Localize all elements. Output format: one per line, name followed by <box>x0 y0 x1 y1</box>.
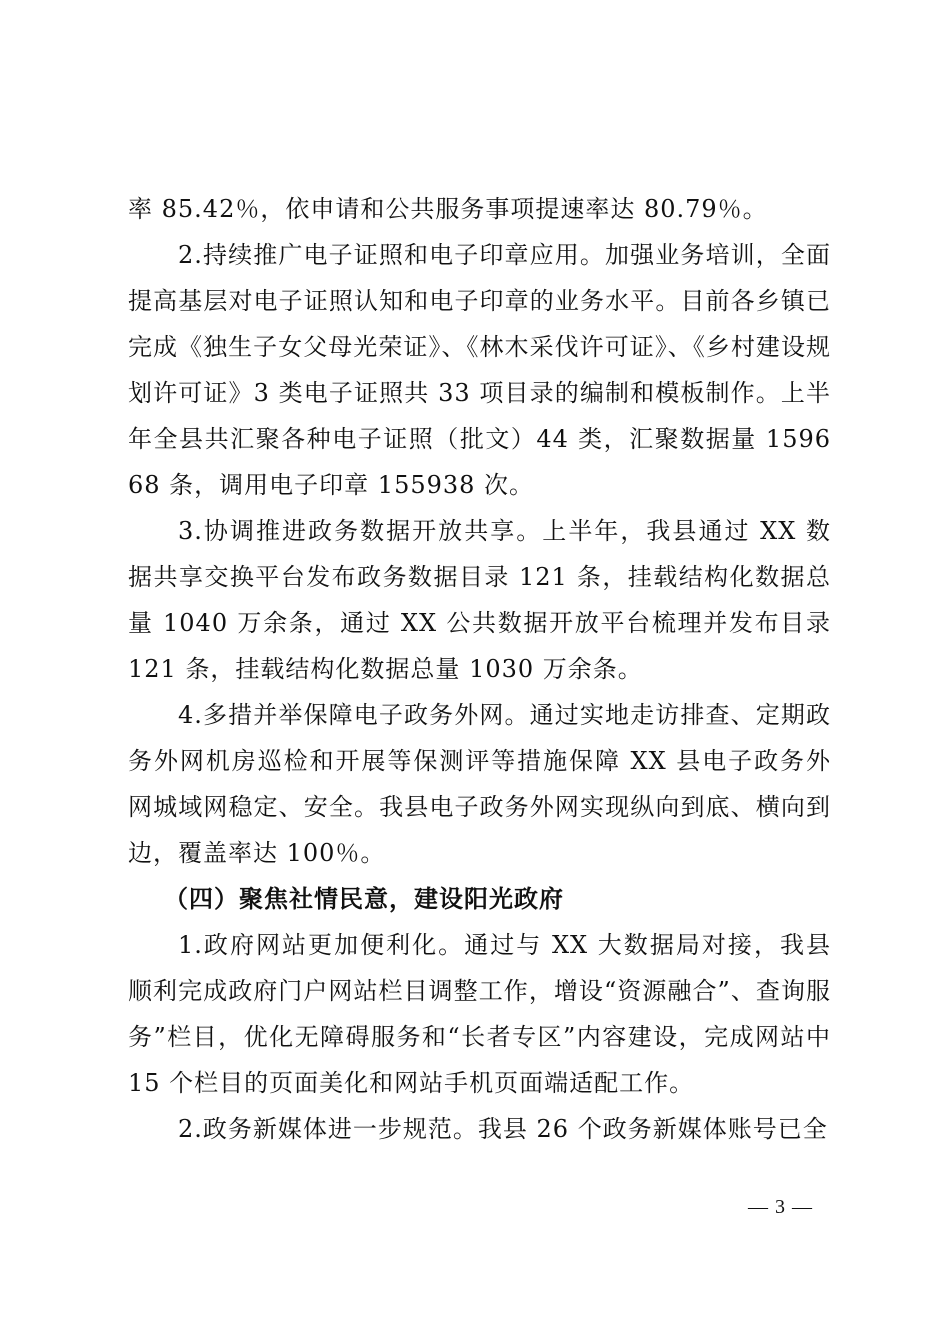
paragraph-continuation: 率 85.42％，依申请和公共服务事项提速率达 80.79％。 <box>128 195 768 223</box>
section-heading: （四）聚焦社情民意，建设阳光政府 <box>164 884 564 913</box>
document-body <box>128 186 831 1152</box>
page-number: — 3 — <box>748 1196 813 1218</box>
paragraph-e-license: 2.持续推广电子证照和电子印章应用。加强业务培训，全面提高基层对电子证照认知和电子印章的业务水平。目前各乡镇已完成《独生子女父母光荣证》、《林木采伐许可证》、《乡村建设规划许可证》3 类电子证照共 33 项目录的编制和模板制作。上半年全县共汇聚各种电子证照（批文）44 类，汇聚数据量 159668 条，调用电子印章 155938 次。 <box>128 241 831 499</box>
paragraph-extranet: 4.多措并举保障电子政务外网。通过实地走访排查、定期政务外网机房巡检和开展等保测评等措施保障 XX 县电子政务外网城域网稳定、安全。我县电子政务外网实现纵向到底、横向到边，覆盖率达 100％。 <box>128 701 831 867</box>
paragraph-data-sharing: 3.协调推进政务数据开放共享。上半年，我县通过 XX 数据共享交换平台发布政务数据目录 121 条，挂载结构化数据总量 1040 万余条，通过 XX 公共数据开放平台梳理并发布目录 121 条，挂载结构化数据总量 1030 万余条。 <box>128 517 831 683</box>
paragraph-website: 1.政府网站更加便利化。通过与 XX 大数据局对接，我县顺利完成政府门户网站栏目调整工作，增设“资源融合”、查询服务”栏目，优化无障碍服务和“长者专区”内容建设，完成网站中 15 个栏目的页面美化和网站手机页面端适配工作。 <box>128 931 831 1097</box>
paragraph-new-media: 2.政务新媒体进一步规范。我县 26 个政务新媒体账号已全 <box>178 1115 828 1143</box>
